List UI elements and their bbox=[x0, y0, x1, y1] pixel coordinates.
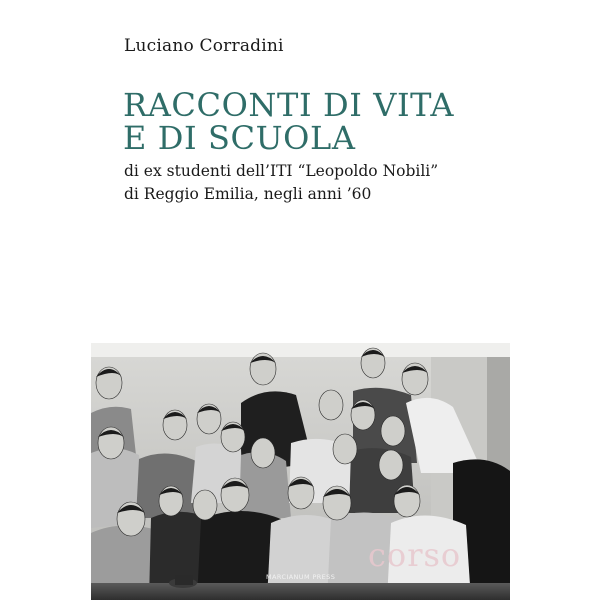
publisher-imprint: MARCIANUM PRESS bbox=[266, 573, 336, 581]
subtitle-line: di ex studenti dell’ITI “Leopoldo Nobili” bbox=[124, 162, 439, 180]
author-name: Luciano Corradini bbox=[124, 36, 284, 56]
book-subtitle bbox=[124, 160, 438, 206]
subtitle-line: di Reggio Emilia, negli anni ’60 bbox=[124, 185, 372, 203]
cover-photo bbox=[91, 343, 510, 600]
series-logo: corso bbox=[368, 536, 462, 574]
title-line: RACCONTI DI VITA bbox=[123, 86, 455, 124]
book-title bbox=[123, 86, 455, 157]
title-line: E DI SCUOLA bbox=[123, 119, 356, 157]
